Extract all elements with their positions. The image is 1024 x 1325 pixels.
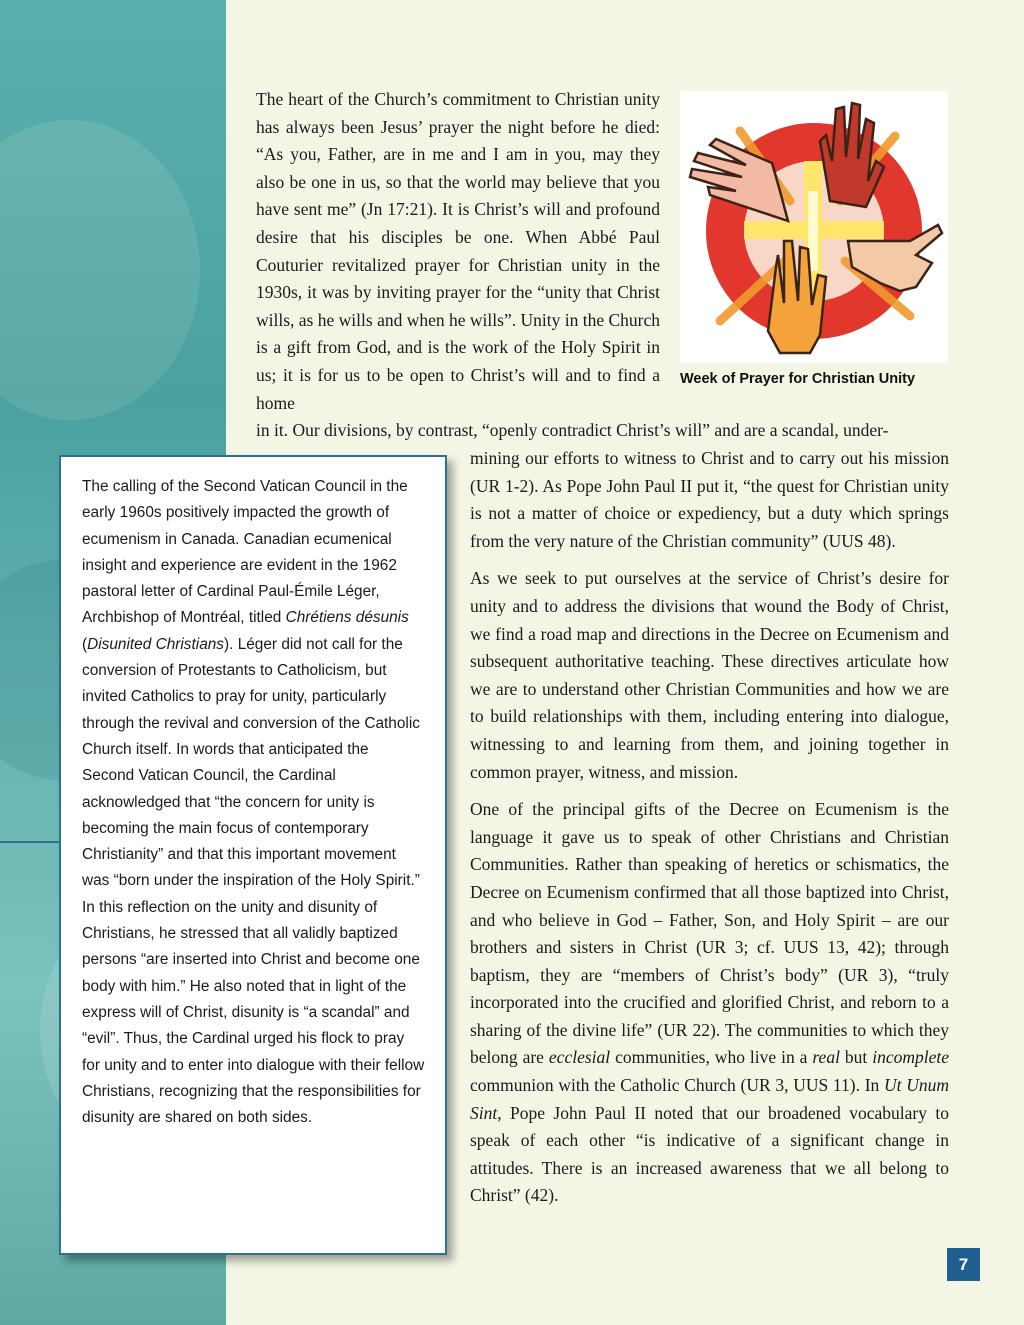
main-column [470, 445, 949, 1220]
image-caption: Week of Prayer for Christian Unity [680, 371, 916, 387]
intro-paragraph: The heart of the Church’s commitment to Christian unity has always been Jesus’ prayer the night before he died: “As you, Father, are in me and I am in you, may they also be one in us, so that the world may believe that you have sent me” (Jn 17:21). It is Christ’s will and profound desire that his disciples be one. When Abbé Paul Couturier revitalized prayer for Christian unity in the 1930s, it was by inviting prayer for the “unity that Christ wills, as he wills and when he wills”. Unity in the Church is a gift from God, and is the work of the Holy Spirit in us; it is for us to be open to Christ’s will and to find a home [256, 89, 660, 413]
unity-illustration [680, 91, 948, 363]
letter-title-french: Chrétiens désunis [285, 609, 409, 627]
intro-wide-line: in it. Our divisions, by contrast, “openly contradict Christ’s will” and are a scandal, under- [256, 420, 889, 440]
hands-cross-icon [680, 91, 948, 363]
emphasis-real: real [812, 1047, 840, 1068]
sidebar-divider [0, 841, 60, 843]
main-paragraph-1: mining our efforts to witness to Christ and to carry out his mission (UR 1-2). As Pope John Paul II put it, “the quest for Christian unity is not a matter of choice or expediency, but a duty which springs from the very nature of the Christian community” (UUS 48). [470, 448, 949, 551]
emphasis-incomplete: incomplete [872, 1047, 949, 1068]
letter-title-english: Disunited Christians [87, 635, 225, 653]
main-paragraph-3: One of the principal gifts of the Decree on Ecumenism is the language it gave us to speak of other Christians and Christian Communities. Rather than speaking of heretics or schismatics, the Decree on Ecumenism confirmed that all those baptized into Christ, and who believe in God – Father, Son, and Holy Spirit – are our brothers and sisters in Christ (UR 3; cf. UUS 13, 42); through baptism, they are “members of Christ’s body” (UR 3), “truly incorporated into the crucified and glorified Christ, and reborn to a sharing of the divine life” (UR 22). The communities to which they belong are ecclesial communities, who live in a real but incomplete communion with the Catholic Church (UR 3, UUS 11). In Ut Unum Sint, Pope John Paul II noted that our broadened vocabulary to speak of each other “is indicative of a significant change in attitudes. There is an increased awareness that we all belong to Christ” (42). [470, 799, 949, 1206]
emphasis-ecclesial: ecclesial [548, 1047, 611, 1068]
callout-text: The calling of the Second Vatican Council in the early 1960s positively impacted the growth of ecumenism in Canada. Canadian ecumenical insight and experience are evident in the 1962 pastoral letter of Cardinal Paul-Émile Léger, Archbishop of Montréal, titled Chrétiens désunis (Disunited Christians). Léger did not call for the conversion of Protestants to Catholicism, but invited Catholics to pray for unity, particularly through the revival and conversion of the Catholic Church itself. In words that anticipated the Second Vatican Council, the Cardinal acknowledged that “the concern for unity is becoming the main focus of contemporary Christianity” and that this important movement was “born under the inspiration of the Holy Spirit.” In this reflection on the unity and disunity of Christians, he stressed that all validly baptized persons “are inserted into Christ and become one body with him.” He also noted that in light of the express will of Christ, disunity is “a scandal” and “evil”. Thus, the Cardinal urged his flock to pray for unity and to enter into dialogue with their fellow Christians, recognizing that the responsibilities for disunity are shared on both sides. [82, 478, 425, 1127]
ut-unum-sint-title: Ut Unum Sint [470, 1075, 949, 1123]
page-number: 7 [947, 1248, 980, 1281]
main-paragraph-2: As we seek to put ourselves at the service of Christ’s desire for unity and to address the divisions that wound the Body of Christ, we find a road map and directions in the Decree on Ecumenism and subsequent authoritative teaching. These directives articulate how we are to understand other Christian Communities and how we are to build relationships with them, including entering into dialogue, witnessing to and learning from them, and joining together in common prayer, witness, and mission. [470, 568, 949, 782]
callout-box [59, 455, 447, 1255]
